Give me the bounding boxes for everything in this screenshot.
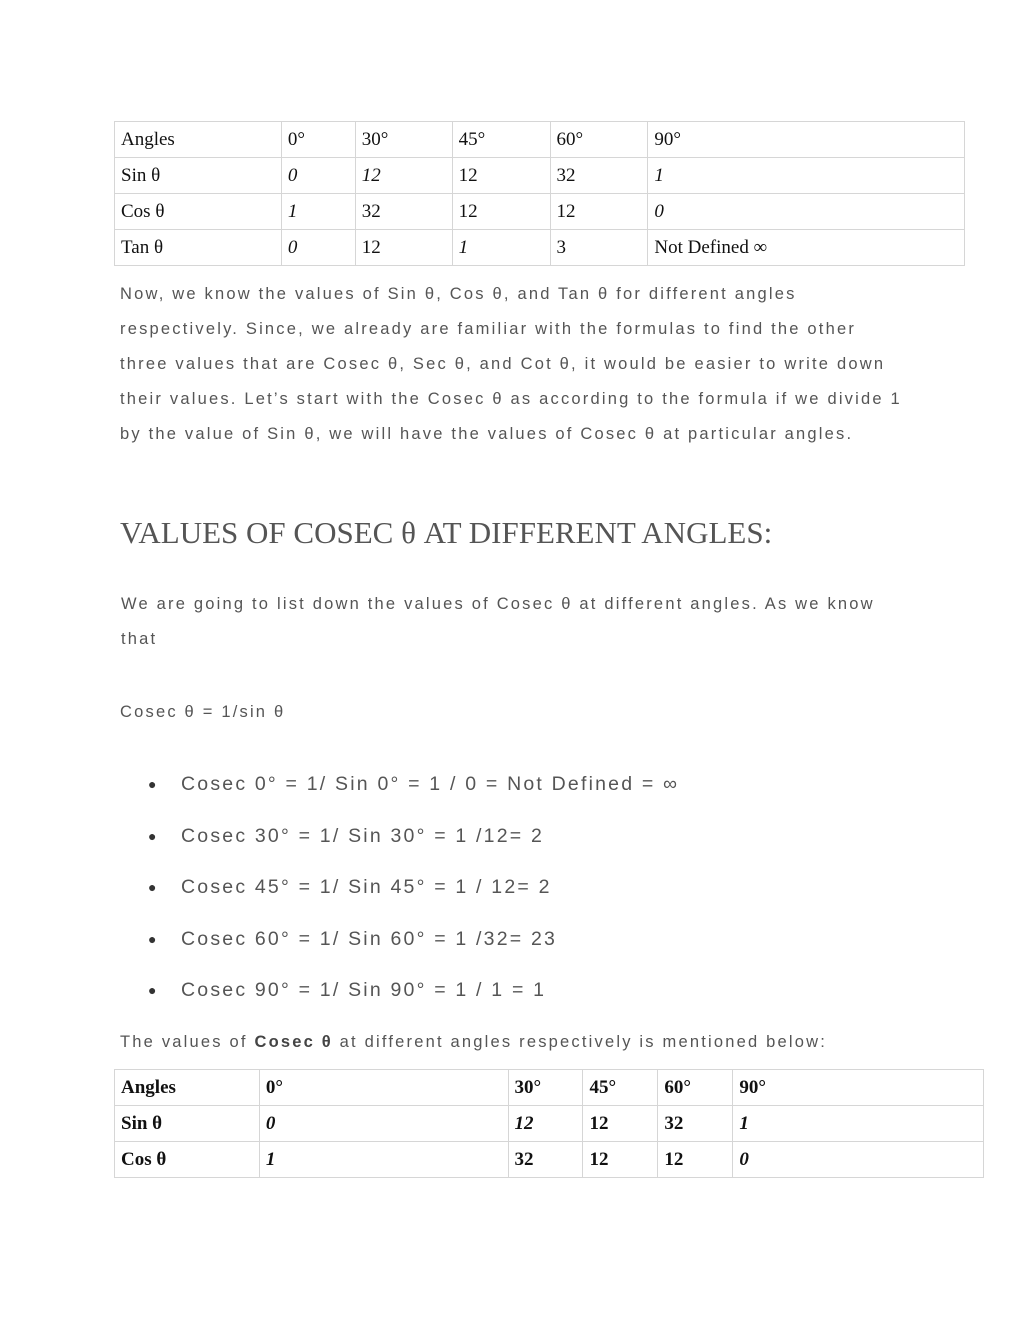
table-cell: 60° [658, 1070, 733, 1106]
list-item [148, 919, 848, 971]
table-cell: 0° [281, 122, 355, 158]
table-cell: 3 [550, 230, 648, 266]
table-row [115, 230, 965, 266]
bullet-icon: ● [148, 982, 157, 998]
bullet-icon: ● [148, 930, 157, 947]
table-cell: 12 [550, 194, 648, 230]
table-cell: Cos θ [115, 194, 282, 230]
table-cell: 12 [355, 158, 452, 194]
table-row [115, 1070, 984, 1106]
list-item-text: Cosec 30° = 1/ Sin 30° = 1 /12= 2 [181, 824, 545, 847]
list-item-text: Cosec 90° = 1/ Sin 90° = 1 / 1 = 1 [181, 979, 547, 1001]
section-heading: VALUES OF COSEC θ AT DIFFERENT ANGLES: [120, 515, 773, 550]
table-cell: 0° [259, 1070, 508, 1106]
table-cell: Angles [115, 122, 282, 158]
table-cell: 1 [259, 1142, 508, 1178]
table-row [115, 1106, 984, 1142]
table-cell: 12 [355, 230, 452, 266]
trig-values-table [114, 121, 965, 266]
text-span: The values of [120, 1033, 255, 1051]
table-cell: 32 [508, 1142, 583, 1178]
table-row [115, 1142, 984, 1178]
cosec-values-list [148, 764, 848, 1022]
bullet-icon: ● [148, 879, 157, 895]
cosec-formula: Cosec θ = 1/sin θ [120, 703, 286, 721]
table-cell: Sin θ [115, 158, 282, 194]
list-item [148, 970, 848, 1022]
table-intro-paragraph [120, 1025, 920, 1060]
intro-paragraph: Now, we know the values of Sin θ, Cos θ, and Tan θ for different angles respectively. Since, we already are familiar with the formulas to find the other three values that are Cosec θ, Sec θ, and Cot θ, it would be easier to write down their values. Let’s start with the Cosec θ as according to the formula if we divide 1 by the value of Sin θ, we will have the values of Cosec θ at particular angles. [120, 285, 902, 443]
list-intro-paragraph: We are going to list down the values of Cosec θ at different angles. As we know that [121, 595, 875, 648]
table-cell: 0 [281, 158, 355, 194]
table-cell: 12 [452, 194, 550, 230]
table-cell: 12 [452, 158, 550, 194]
list-item-text: Cosec 60° = 1/ Sin 60° = 1 /32= 23 [181, 927, 558, 950]
list-item-text: Cosec 45° = 1/ Sin 45° = 1 / 12= 2 [181, 876, 552, 898]
table-cell: 30° [508, 1070, 583, 1106]
bold-term: Cosec θ [254, 1033, 333, 1051]
table-cell: 30° [355, 122, 452, 158]
table-cell: 0 [259, 1106, 508, 1142]
table-cell: 45° [452, 122, 550, 158]
table-row [115, 194, 965, 230]
table-cell: 1 [281, 194, 355, 230]
table-cell: 1 [648, 158, 965, 194]
table-cell: Angles [115, 1070, 260, 1106]
table-cell: 32 [355, 194, 452, 230]
table-cell: 45° [583, 1070, 658, 1106]
table-cell: 1 [733, 1106, 984, 1142]
table-cell: Cos θ [115, 1142, 260, 1178]
list-item [148, 816, 848, 868]
bullet-icon: ● [148, 827, 157, 844]
table-row [115, 122, 965, 158]
table-cell: 12 [583, 1106, 658, 1142]
table-cell: 60° [550, 122, 648, 158]
table-cell: Not Defined ∞ [648, 230, 965, 266]
table-row [115, 158, 965, 194]
table-cell: 0 [648, 194, 965, 230]
table-cell: 32 [550, 158, 648, 194]
table-cell: 90° [648, 122, 965, 158]
list-item [148, 764, 848, 816]
table-cell: Tan θ [115, 230, 282, 266]
table-cell: 1 [452, 230, 550, 266]
text-span: at different angles respectively is mentioned below: [332, 1033, 828, 1051]
table-cell: 90° [733, 1070, 984, 1106]
table-cell: Sin θ [115, 1106, 260, 1142]
table-cell: 0 [733, 1142, 984, 1178]
table-cell: 32 [658, 1106, 733, 1142]
table-cell: 12 [583, 1142, 658, 1178]
table-cell: 12 [658, 1142, 733, 1178]
cosec-values-table [114, 1069, 984, 1178]
bullet-icon: ● [148, 776, 157, 792]
table-cell: 12 [508, 1106, 583, 1142]
list-item [148, 867, 848, 919]
list-item-text: Cosec 0° = 1/ Sin 0° = 1 / 0 = Not Defined = ∞ [181, 773, 680, 795]
table-cell: 0 [281, 230, 355, 266]
